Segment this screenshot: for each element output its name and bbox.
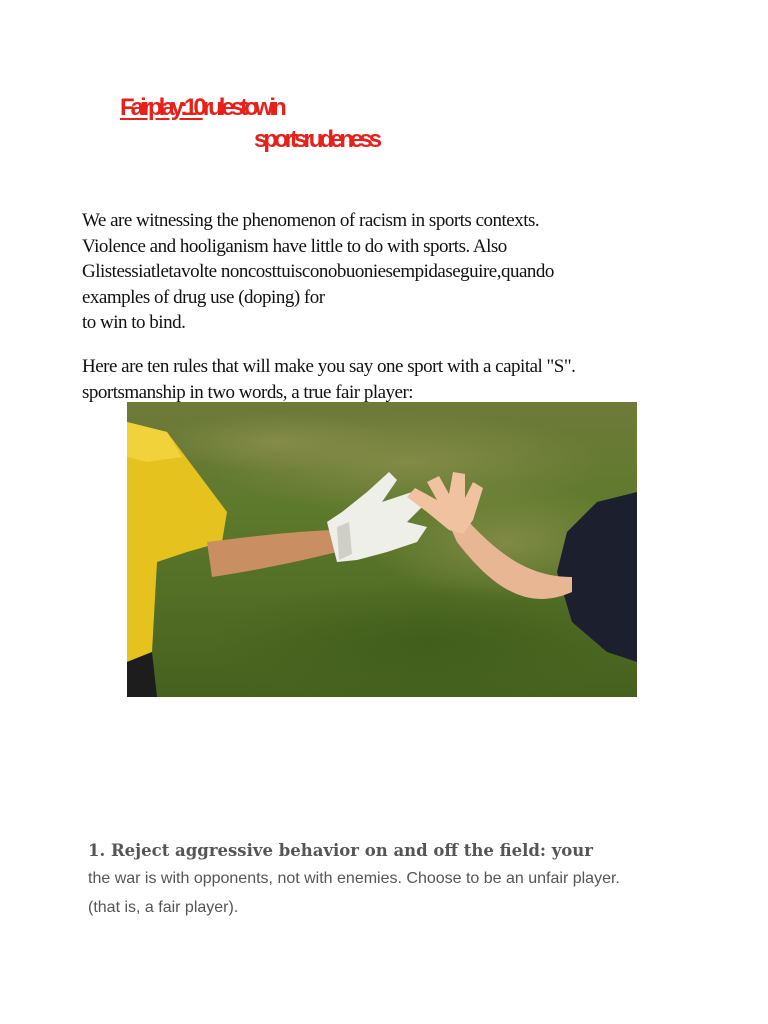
intro-line: Violence and hooliganism have little to do with sports. Also bbox=[82, 235, 507, 257]
rules-intro-line: Here are ten rules that will make you say one sport with a capital "S". bbox=[82, 356, 576, 377]
rule-1 bbox=[88, 838, 620, 922]
rule-1-line: (that is, a fair player). bbox=[88, 899, 239, 916]
rule-1-heading: 1. Reject aggressive behavior on and off the field: your bbox=[88, 841, 593, 860]
rules-intro-line: sportsmanship in two words, a true fair player: bbox=[82, 381, 414, 403]
title-line-2: sportsrudeness bbox=[254, 126, 379, 153]
rules-intro-paragraph bbox=[82, 354, 575, 405]
title-underlined-part: Fairplay:10 bbox=[120, 94, 203, 121]
handshake-photo bbox=[127, 402, 637, 697]
intro-paragraph bbox=[82, 208, 554, 336]
title-line-1 bbox=[120, 96, 283, 120]
intro-line: examples of drug use (doping) for bbox=[82, 286, 325, 308]
intro-line: to win to bind. bbox=[82, 312, 186, 333]
intro-line: Glistessiatletavolte noncosttuisconobuoniesempidaseguire,quando bbox=[82, 261, 554, 282]
intro-line: We are witnessing the phenomenon of racism in sports contexts. bbox=[82, 210, 540, 231]
title-rest-part: rulestowin bbox=[202, 94, 283, 121]
rule-1-line: the war is with opponents, not with enemies. Choose to be an unfair player. bbox=[88, 870, 620, 887]
